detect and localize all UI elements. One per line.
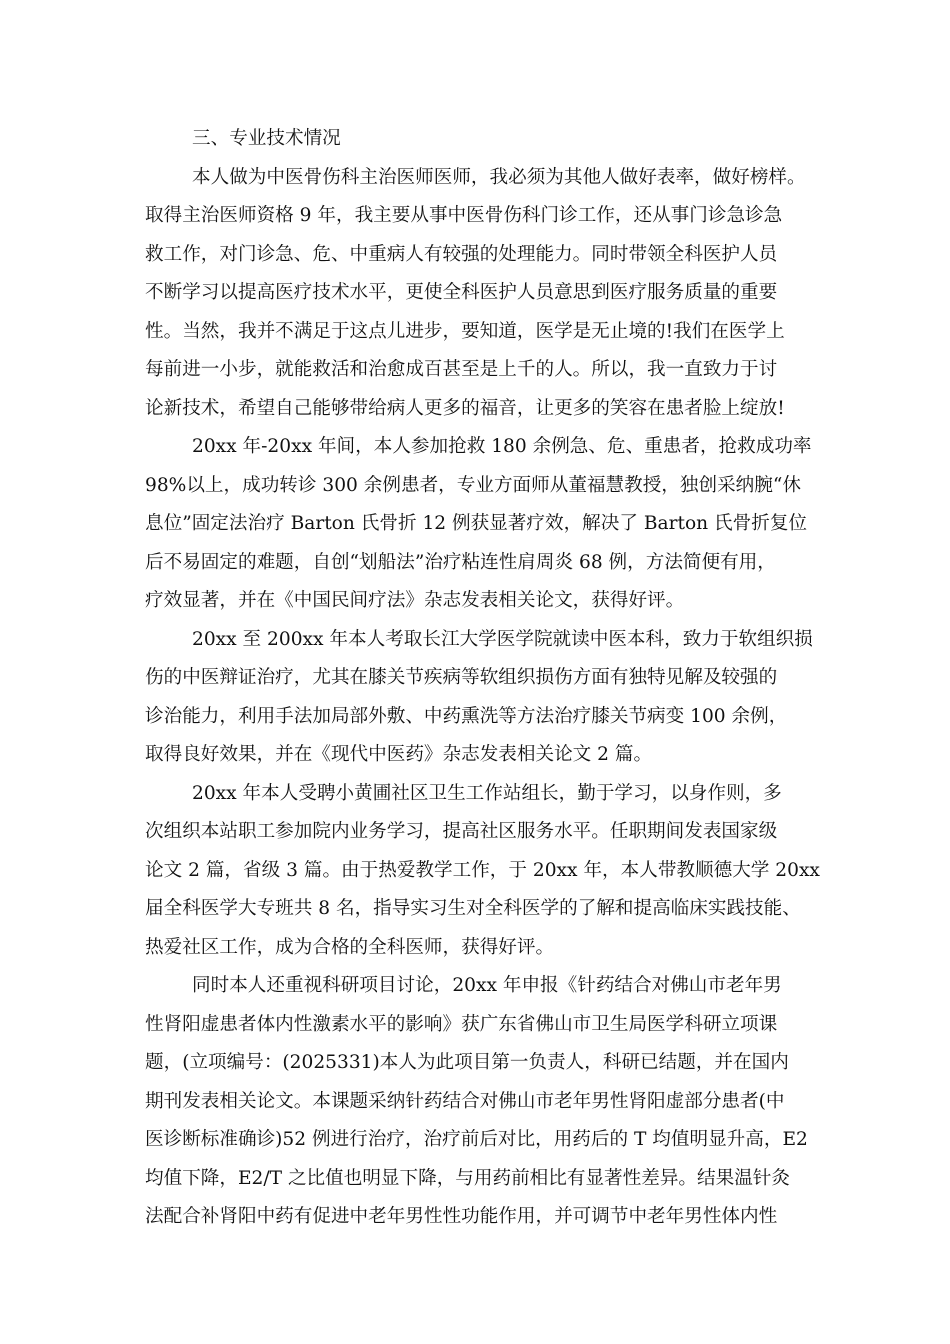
paragraph-line: 期刊发表相关论文。本课题采纳针药结合对佛山市老年男性肾阳虚部分患者(中 — [145, 1090, 785, 1112]
document-body — [145, 120, 825, 1237]
paragraph-5 — [145, 967, 825, 1237]
paragraph-line: 救工作，对门诊急、危、中重病人有较强的处理能力。同时带领全科医护人员 — [145, 243, 778, 265]
paragraph-line: 次组织本站职工参加院内业务学习，提高社区服务水平。任职期间发表国家级 — [145, 821, 778, 842]
paragraph-2 — [145, 428, 825, 621]
paragraph-line: 医诊断标准确诊)52 例进行治疗，治疗前后对比，用药后的 T 均值明显升高，E2 — [145, 1129, 808, 1150]
paragraph-line: 届全科医学大专班共 8 名，指导实习生对全科医学的了解和提高临床实践技能、 — [145, 898, 801, 919]
paragraph-line: 20xx 年-20xx 年间，本人参加抢救 180 余例急、危、重患者，抢救成功率 — [192, 436, 812, 457]
paragraph-1 — [145, 159, 825, 429]
paragraph-line: 同时本人还重视科研项目讨论，20xx 年申报《针药结合对佛山市老年男 — [192, 975, 782, 996]
paragraph-line: 均值下降，E2/T 之比值也明显下降，与用药前相比有显著性差异。结果温针灸 — [145, 1167, 790, 1189]
section-heading: 三、专业技术情况 — [192, 128, 341, 149]
paragraph-line: 20xx 年本人受聘小黄圃社区卫生工作站组长，勤于学习，以身作则，多 — [192, 782, 782, 804]
paragraph-line: 取得良好效果，并在《现代中医药》杂志发表相关论文 2 篇。 — [145, 744, 653, 765]
paragraph-line: 取得主治医师资格 9 年，我主要从事中医骨伤科门诊工作，还从事门诊急诊急 — [145, 205, 783, 226]
paragraph-line: 题，(立项编号：(2025331)本人为此项目第一负责人，科研已结题，并在国内 — [145, 1052, 789, 1073]
paragraph-line: 法配合补肾阳中药有促进中老年男性性功能作用，并可调节中老年男性体内性 — [145, 1206, 778, 1227]
paragraph-line: 论新技术，希望自己能够带给病人更多的福音，让更多的笑容在患者脸上绽放! — [145, 397, 785, 419]
paragraph-line: 息位”固定法治疗 Barton 氏骨折 12 例获显著疗效，解决了 Barton 氏骨折复位 — [145, 513, 808, 534]
paragraph-line: 性。当然，我并不满足于这点儿进步，要知道，医学是无止境的!我们在医学上 — [145, 320, 785, 342]
paragraph-line: 热爱社区工作，成为合格的全科医师，获得好评。 — [145, 936, 555, 958]
paragraph-line: 不断学习以提高医疗技术水平，更使全科医护人员意思到医疗服务质量的重要 — [145, 282, 778, 303]
paragraph-line: 本人做为中医骨伤科主治医师医师，我必须为其他人做好表率，做好榜样。 — [192, 166, 806, 188]
paragraph-3 — [145, 621, 825, 775]
paragraph-line: 每前进一小步，就能救活和治愈成百甚至是上千的人。所以，我一直致力于讨 — [145, 359, 778, 380]
paragraph-line: 性肾阳虚患者体内性激素水平的影响》获广东省佛山市卫生局医学科研立项课 — [145, 1013, 778, 1035]
paragraph-line: 伤的中医辩证治疗，尤其在膝关节疾病等软组织损伤方面有独特见解及较强的 — [145, 667, 778, 688]
paragraph-line: 20xx 至 200xx 年本人考取长江大学医学院就读中医本科，致力于软组织损 — [192, 628, 813, 650]
paragraph-line: 论文 2 篇，省级 3 篇。由于热爱教学工作，于 20xx 年，本人带教顺德大学 20xx — [145, 859, 820, 881]
paragraph-line: 疗效显著，并在《中国民间疗法》杂志发表相关论文，获得好评。 — [145, 590, 685, 611]
paragraph-line: 98%以上，成功转诊 300 余例患者，专业方面师从董福慧教授，独创采纳腕“休 — [145, 474, 801, 496]
paragraph-line: 诊治能力，利用手法加局部外敷、中药熏洗等方法治疗膝关节病变 100 余例， — [145, 705, 788, 727]
paragraph-line: 后不易固定的难题，自创“划船法”治疗粘连性肩周炎 68 例，方法简便有用， — [145, 551, 776, 573]
paragraph-4 — [145, 775, 825, 968]
